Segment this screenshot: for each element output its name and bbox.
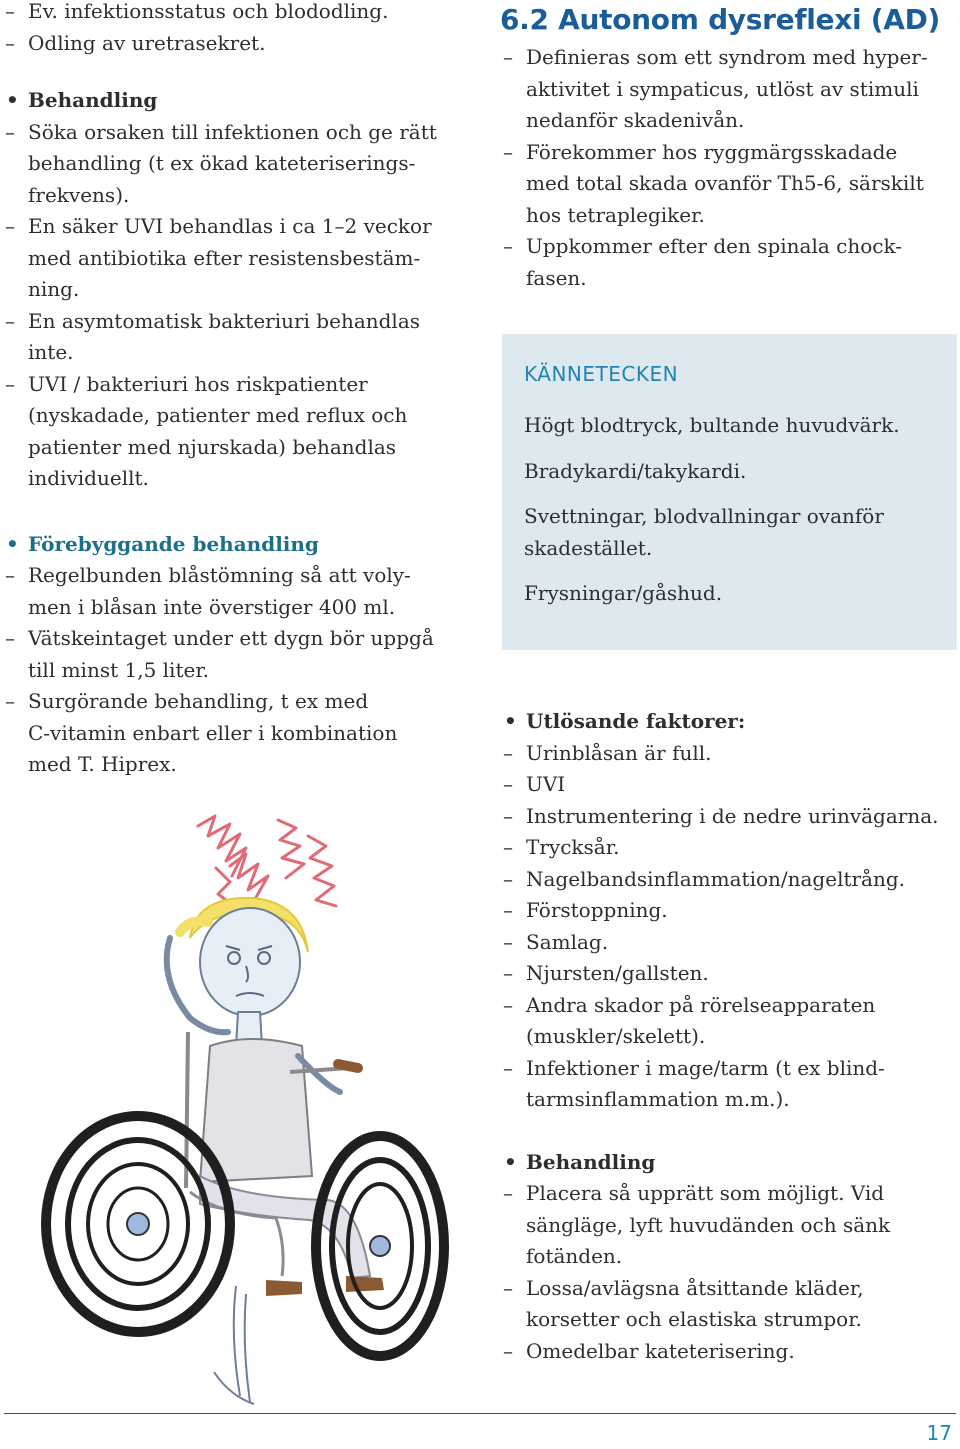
definition-list <box>498 42 960 294</box>
page-number: 17 <box>926 1421 952 1445</box>
list-item: – UVI / bakteriuri hos riskpatienter (nyskadade, patienter med reflux och patienter med njurskada) behandlas individuellt. <box>0 369 478 495</box>
forebyggande-heading: • Förebyggande behandling <box>0 529 478 561</box>
list-item: – Definieras som ett syndrom med hyper- aktivitet i sympaticus, utlöst av stimuli nedanför skadenivån. <box>498 42 960 137</box>
kannetecken-box <box>502 334 957 650</box>
list-item: – Nagelbandsinflammation/nageltrång. <box>498 864 960 896</box>
list-item: – Lossa/avlägsna åtsittande kläder, korsetter och elastiska strumpor. <box>498 1273 960 1336</box>
left-column <box>0 0 478 781</box>
box-paragraph: Högt blodtryck, bultande huvudvärk. <box>524 413 900 437</box>
list-item: – Vätskeintaget under ett dygn bör uppgå till minst 1,5 liter. <box>0 623 478 686</box>
box-paragraph: Bradykardi/takykardi. <box>524 458 747 483</box>
behandling-list <box>0 117 478 495</box>
list-item: – Regelbunden blåstömning så att voly- men i blåsan inte överstiger 400 ml. <box>0 560 478 623</box>
section-title: 6.2 Autonom dysreflexi (AD) <box>500 3 941 36</box>
box-paragraph: Frysningar/gåshud. <box>524 581 723 605</box>
right-column <box>498 0 960 294</box>
right-lower <box>498 706 960 1367</box>
footer-divider <box>4 1413 956 1414</box>
intro-line: – Ev. infektionsstatus och blododling. <box>0 0 478 28</box>
list-item: – Trycksår. <box>498 832 960 864</box>
list-item: – Omedelbar kateterisering. <box>498 1336 960 1368</box>
list-item: – En säker UVI behandlas i ca 1–2 veckor med antibiotika efter resistensbestäm- ning. <box>0 211 478 306</box>
list-item: – Njursten/gallsten. <box>498 958 960 990</box>
behandling-heading: • Behandling <box>0 85 478 117</box>
box-paragraph: Svettningar, blodvallningar ovanför skadestället. <box>524 504 884 560</box>
intro-line: – Odling av uretrasekret. <box>0 28 478 60</box>
forebyggande-list <box>0 560 478 781</box>
list-item: – Andra skador på rörelseapparaten (muskler/skelett). <box>498 990 960 1053</box>
behandling-list <box>498 1178 960 1367</box>
list-item: – Uppkommer efter den spinala chock- fasen. <box>498 231 960 294</box>
list-item: – En asymtomatisk bakteriuri behandlas inte. <box>0 306 478 369</box>
box-title: KÄNNETECKEN <box>524 362 679 386</box>
list-item: – Surgörande behandling, t ex med C-vitamin enbart eller i kombination med T. Hiprex. <box>0 686 478 781</box>
behandling-heading: • Behandling <box>498 1147 960 1179</box>
list-item: – Urinblåsan är full. <box>498 738 960 770</box>
list-item: – Söka orsaken till infektionen och ge rätt behandling (t ex ökad kateteriserings- frekvens). <box>0 117 478 212</box>
intro-list <box>0 0 478 59</box>
list-item: – Instrumentering i de nedre urinvägarna. <box>498 801 960 833</box>
list-item: – Placera så upprätt som möjligt. Vid sängläge, lyft huvudänden och sänk fotänden. <box>498 1178 960 1273</box>
triggers-heading: • Utlösande faktorer: <box>498 706 960 738</box>
list-item: – Samlag. <box>498 927 960 959</box>
person-in-wheelchair-with-headache-icon <box>40 806 460 1406</box>
list-item: – Infektioner i mage/tarm (t ex blind- tarmsinflammation m.m.). <box>498 1053 960 1116</box>
triggers-list <box>498 738 960 1116</box>
list-item: – Förstoppning. <box>498 895 960 927</box>
list-item: – UVI <box>498 769 960 801</box>
list-item: – Förekommer hos ryggmärgsskadade med total skada ovanför Th5-6, särskilt hos tetraplegiker. <box>498 137 960 232</box>
